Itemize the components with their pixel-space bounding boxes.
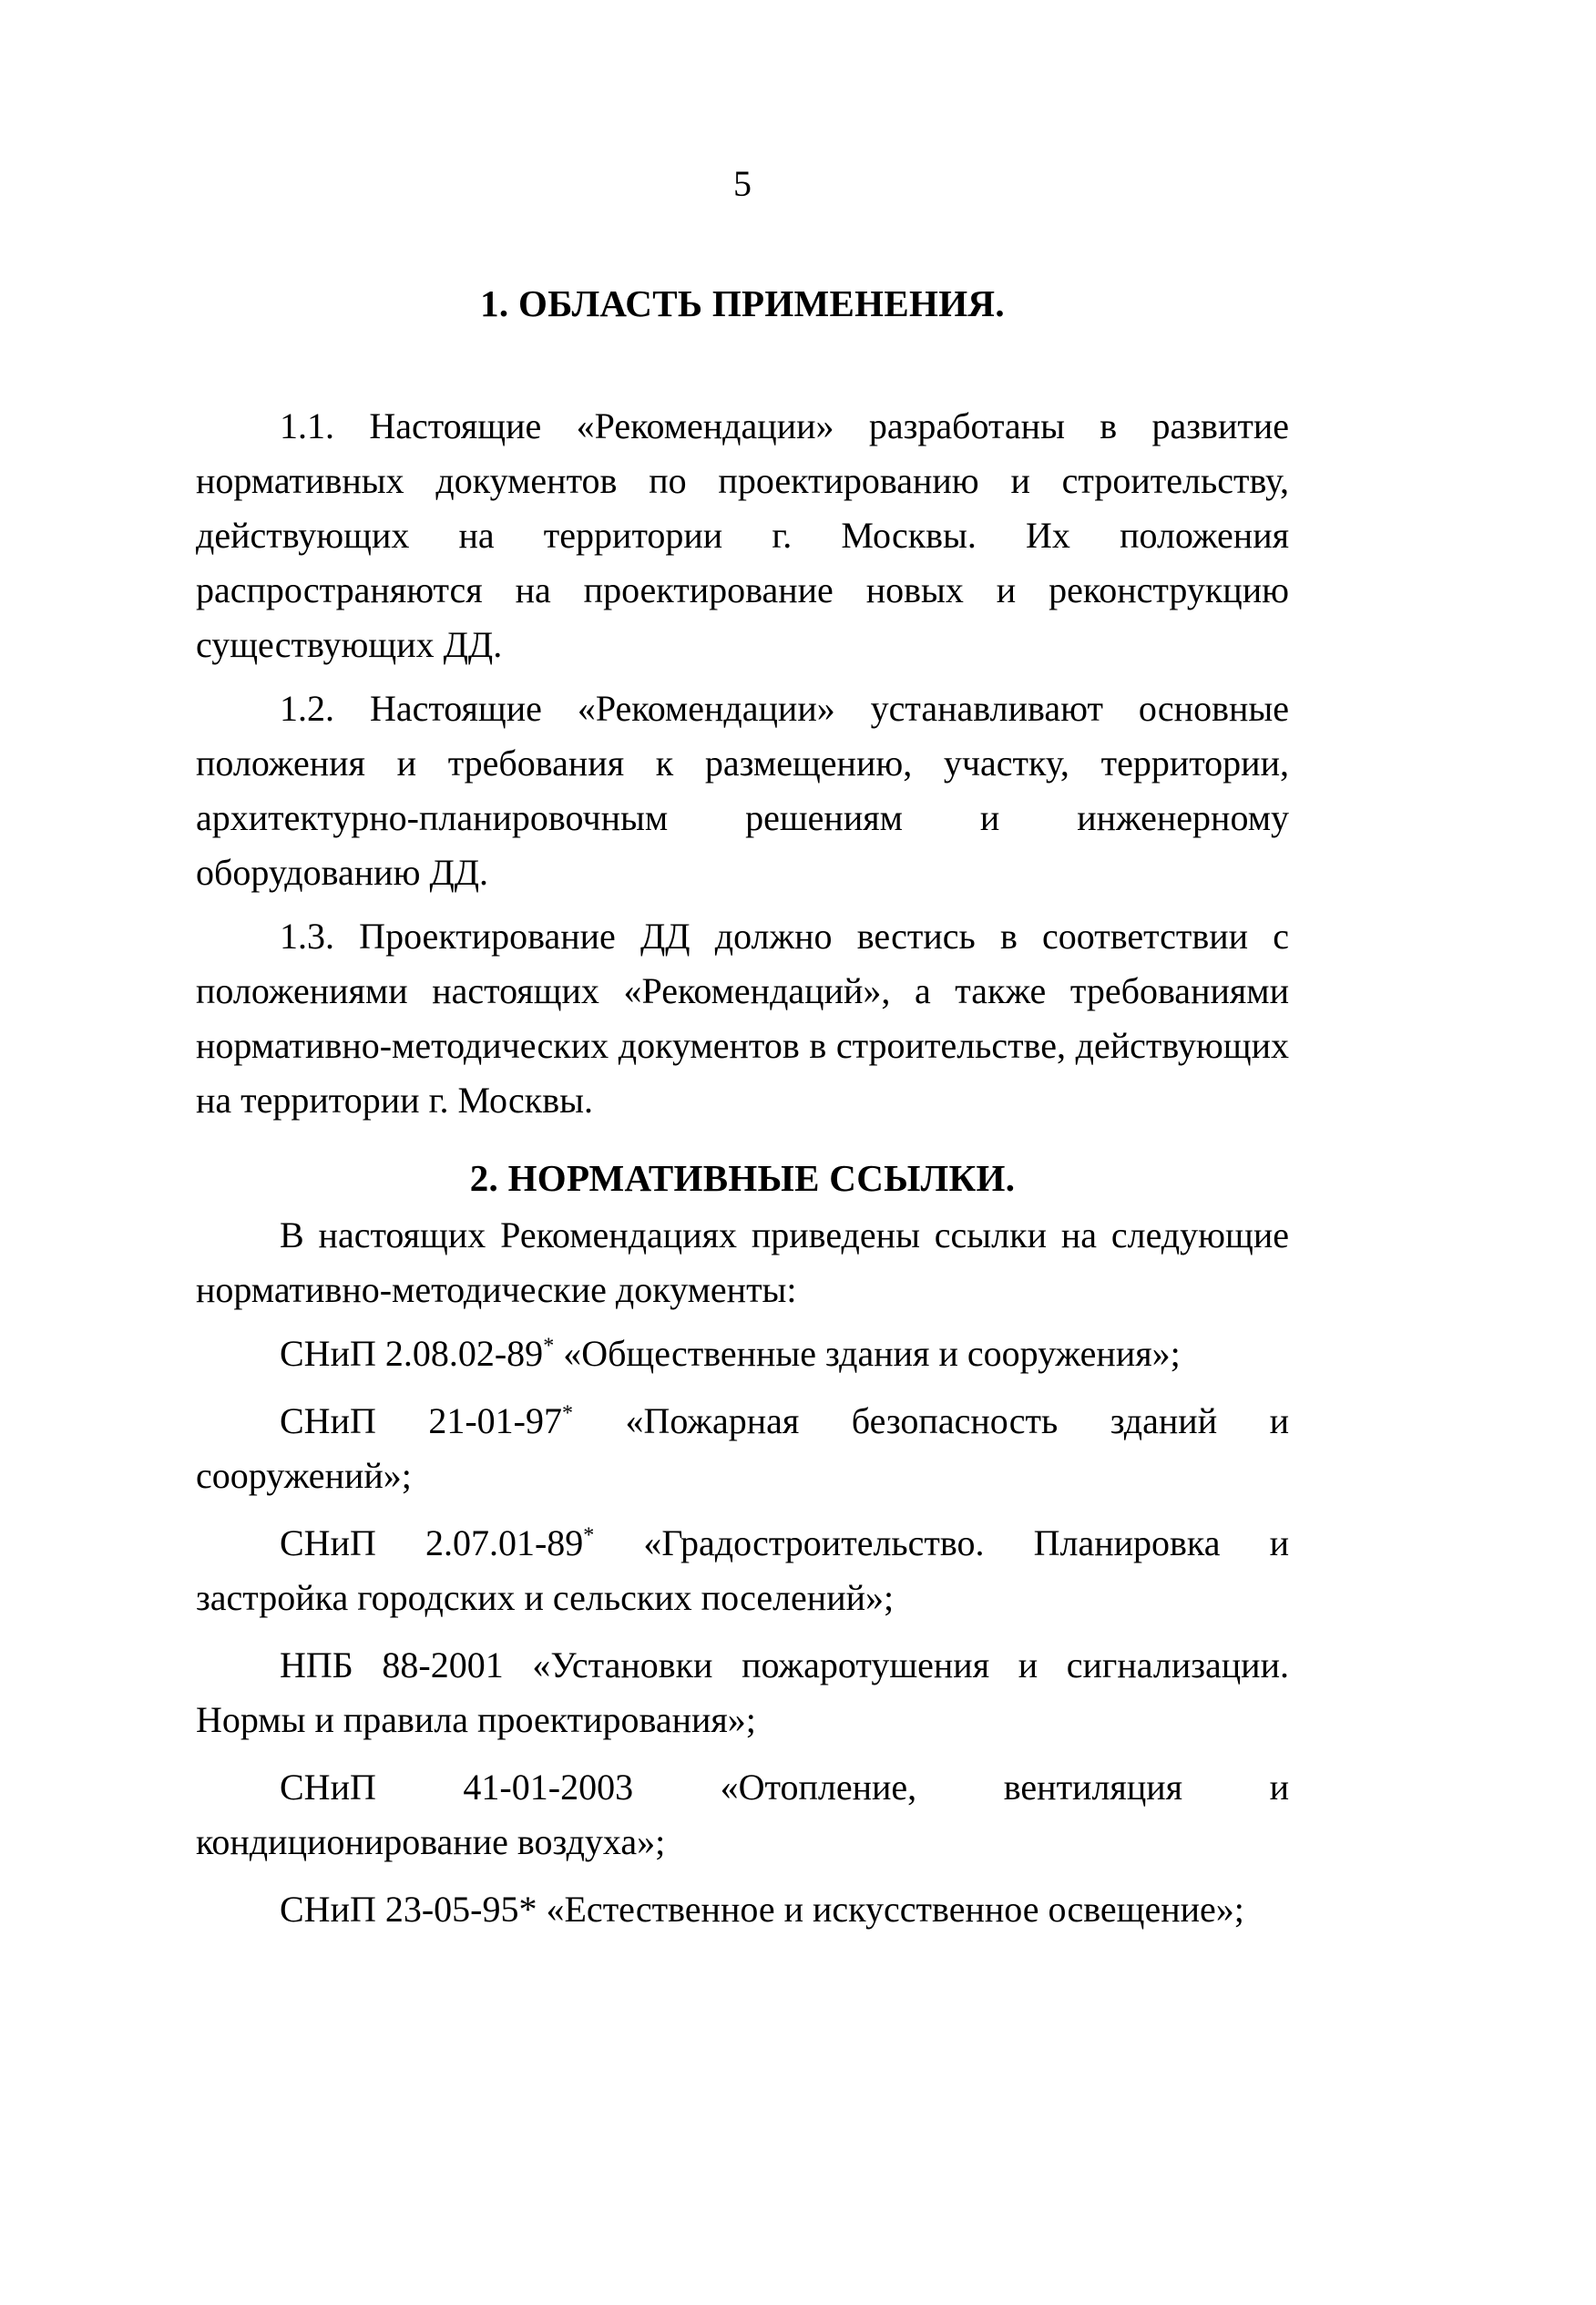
reference-title: «Естественное и искусственное освещение»; bbox=[537, 1889, 1244, 1930]
paragraph-1-3: 1.3. Проектирование ДД должно вестись в соответствии с положениями настоящих «Рекомендаций», а также требованиями нормативно-методических документов в строительстве, действующих на территории г. Москвы. bbox=[196, 916, 1289, 1121]
section-2-body bbox=[196, 1208, 1289, 1950]
page-number: 5 bbox=[733, 163, 752, 204]
reference-code: СНиП 2.08.02-89 bbox=[280, 1333, 544, 1374]
reference-mark: * bbox=[583, 1523, 595, 1548]
reference-item bbox=[196, 1516, 1289, 1625]
reference-code: СНиП 2.07.01-89 bbox=[280, 1522, 584, 1563]
reference-title: «Пожарная безопасность зданий и сооружений»; bbox=[196, 1400, 1289, 1496]
section-1-heading: 1. ОБЛАСТЬ ПРИМЕНЕНИЯ. bbox=[480, 282, 1005, 324]
document-page bbox=[196, 0, 1289, 2305]
section-2-heading: 2. НОРМАТИВНЫЕ ССЫЛКИ. bbox=[469, 1157, 1016, 1199]
reference-mark: * bbox=[561, 1401, 573, 1426]
reference-item bbox=[196, 1394, 1289, 1503]
reference-item bbox=[196, 1327, 1289, 1381]
reference-title: «Установки пожаротушения и сигнализации. Нормы и правила проектирования»; bbox=[196, 1644, 1289, 1740]
reference-item bbox=[196, 1760, 1289, 1870]
reference-title: «Отопление, вентиляция и кондиционирование воздуха»; bbox=[196, 1767, 1290, 1862]
reference-title: «Общественные здания и сооружения»; bbox=[554, 1333, 1181, 1374]
reference-code: СНиП 41-01-2003 bbox=[280, 1767, 634, 1808]
reference-mark: * bbox=[543, 1334, 555, 1358]
reference-title: «Градостроительство. Планировка и застройка городских и сельских поселений»; bbox=[196, 1522, 1289, 1618]
paragraph-1-2: 1.2. Настоящие «Рекомендации» устанавливают основные положения и требования к размещению, участку, территории, архитектурно-планировочным решениям и инженерному оборудованию ДД. bbox=[196, 688, 1289, 893]
reference-item bbox=[196, 1882, 1289, 1937]
section-1-body bbox=[196, 399, 1289, 1137]
reference-item bbox=[196, 1638, 1289, 1747]
paragraph-1-1: 1.1. Настоящие «Рекомендации» разработаны в развитие нормативных документов по проектированию и строительству, действующих на территории г. Москвы. Их положения распространяются на проектирование новых и реконструкцию существующих ДД. bbox=[196, 405, 1289, 665]
references-intro: В настоящих Рекомендациях приведены ссылки на следующие нормативно-методические документы: bbox=[196, 1214, 1289, 1310]
reference-code: СНиП 23-05-95* bbox=[280, 1889, 537, 1930]
reference-code: НПБ 88-2001 bbox=[280, 1644, 504, 1685]
reference-code: СНиП 21-01-97 bbox=[280, 1400, 562, 1441]
